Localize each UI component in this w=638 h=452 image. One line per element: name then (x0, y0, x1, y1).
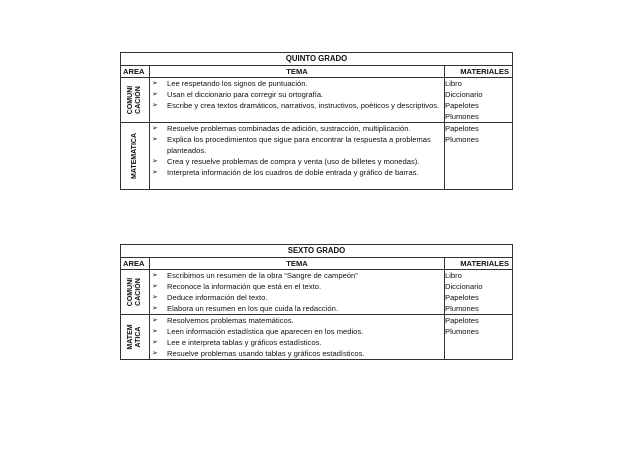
material-item: Plumones (445, 112, 479, 121)
table-row (121, 78, 513, 123)
materials-cell (445, 315, 513, 360)
list-item: ➢ Usan el diccionario para corregir su ortografía. (152, 90, 324, 99)
list-item: ➢ Resuelve problemas usando tablas y gráficos estadísticos. (152, 349, 365, 358)
material-item: Plumones (445, 135, 479, 144)
material-item: Diccionario (445, 282, 483, 291)
material-item: Papelotes (445, 124, 479, 133)
area-cell (121, 315, 150, 360)
list-item: ➢ Reconoce la información que está en el texto. (152, 282, 322, 291)
list-item: ➢ Leen información estadística que aparecen en los medios. (152, 327, 364, 336)
list-item: ➢ Deduce información del texto. (152, 293, 268, 302)
arrow-bullet-icon: ➢ (152, 350, 158, 357)
materials-cell (445, 270, 513, 315)
material-item: Papelotes (445, 316, 479, 325)
material-item: Plumones (445, 304, 479, 313)
material-item: Libro (445, 79, 462, 88)
material-item: Plumones (445, 327, 479, 336)
arrow-bullet-icon: ➢ (152, 102, 158, 109)
area-header: AREA (121, 258, 150, 270)
materiales-header: MATERIALES (445, 66, 513, 78)
tema-cell (150, 78, 445, 123)
arrow-bullet-icon: ➢ (152, 272, 158, 279)
table-row (121, 123, 513, 190)
tema-cell (150, 123, 445, 190)
list-item: ➢ Explica los procedimientos que sigue para encontrar la respuesta a problemas planteados. (152, 135, 431, 155)
list-item: ➢ Resuelve problemas combinadas de adición, sustracción, multiplicación. (152, 124, 411, 133)
quinto-grado-table (120, 52, 513, 190)
arrow-bullet-icon: ➢ (152, 136, 158, 143)
material-item: Diccionario (445, 90, 483, 99)
tema-header: TEMA (150, 258, 445, 270)
materials-cell (445, 123, 513, 190)
tema-cell (150, 315, 445, 360)
material-item: Papelotes (445, 293, 479, 302)
list-item: ➢ Escribimos un resumen de la obra “Sangre de campeón” (152, 271, 358, 280)
area-label: MATEMATICA (131, 132, 138, 180)
arrow-bullet-icon: ➢ (152, 125, 158, 132)
tema-header: TEMA (150, 66, 445, 78)
arrow-bullet-icon: ➢ (152, 294, 158, 301)
arrow-bullet-icon: ➢ (152, 80, 158, 87)
area-label: COMUNI CACIÓN (127, 277, 142, 307)
grade-title: SEXTO GRADO (121, 245, 513, 258)
grade-title: QUINTO GRADO (121, 53, 513, 66)
materiales-header: MATERIALES (445, 258, 513, 270)
arrow-bullet-icon: ➢ (152, 91, 158, 98)
area-cell (121, 78, 150, 123)
area-header: AREA (121, 66, 150, 78)
material-item: Papelotes (445, 101, 479, 110)
tema-cell (150, 270, 445, 315)
area-label: MATEM ATICA (127, 324, 142, 350)
list-item: ➢ Lee e interpreta tablas y gráficos estadísticos. (152, 338, 322, 347)
arrow-bullet-icon: ➢ (152, 339, 158, 346)
list-item: ➢ Elabora un resumen en los que cuida la redacción. (152, 304, 338, 313)
list-item: ➢ Lee respetando los signos de puntuación. (152, 79, 308, 88)
list-item: ➢ Crea y resuelve problemas de compra y venta (uso de billetes y monedas). (152, 157, 420, 166)
table-row (121, 270, 513, 315)
area-cell (121, 270, 150, 315)
arrow-bullet-icon: ➢ (152, 305, 158, 312)
area-label: COMUNI CACIÓN (127, 85, 142, 115)
materials-cell (445, 78, 513, 123)
area-cell (121, 123, 150, 190)
arrow-bullet-icon: ➢ (152, 328, 158, 335)
arrow-bullet-icon: ➢ (152, 283, 158, 290)
sexto-grado-table (120, 244, 513, 360)
list-item: ➢ Escribe y crea textos dramáticos, narrativos, instructivos, poéticos y descriptivos. (152, 101, 440, 110)
table-row (121, 315, 513, 360)
arrow-bullet-icon: ➢ (152, 158, 158, 165)
list-item: ➢ Interpreta información de los cuadros de doble entrada y gráfico de barras. (152, 168, 419, 177)
material-item: Libro (445, 271, 462, 280)
arrow-bullet-icon: ➢ (152, 317, 158, 324)
arrow-bullet-icon: ➢ (152, 169, 158, 176)
list-item: ➢ Resolvemos problemas matemáticos. (152, 316, 294, 325)
